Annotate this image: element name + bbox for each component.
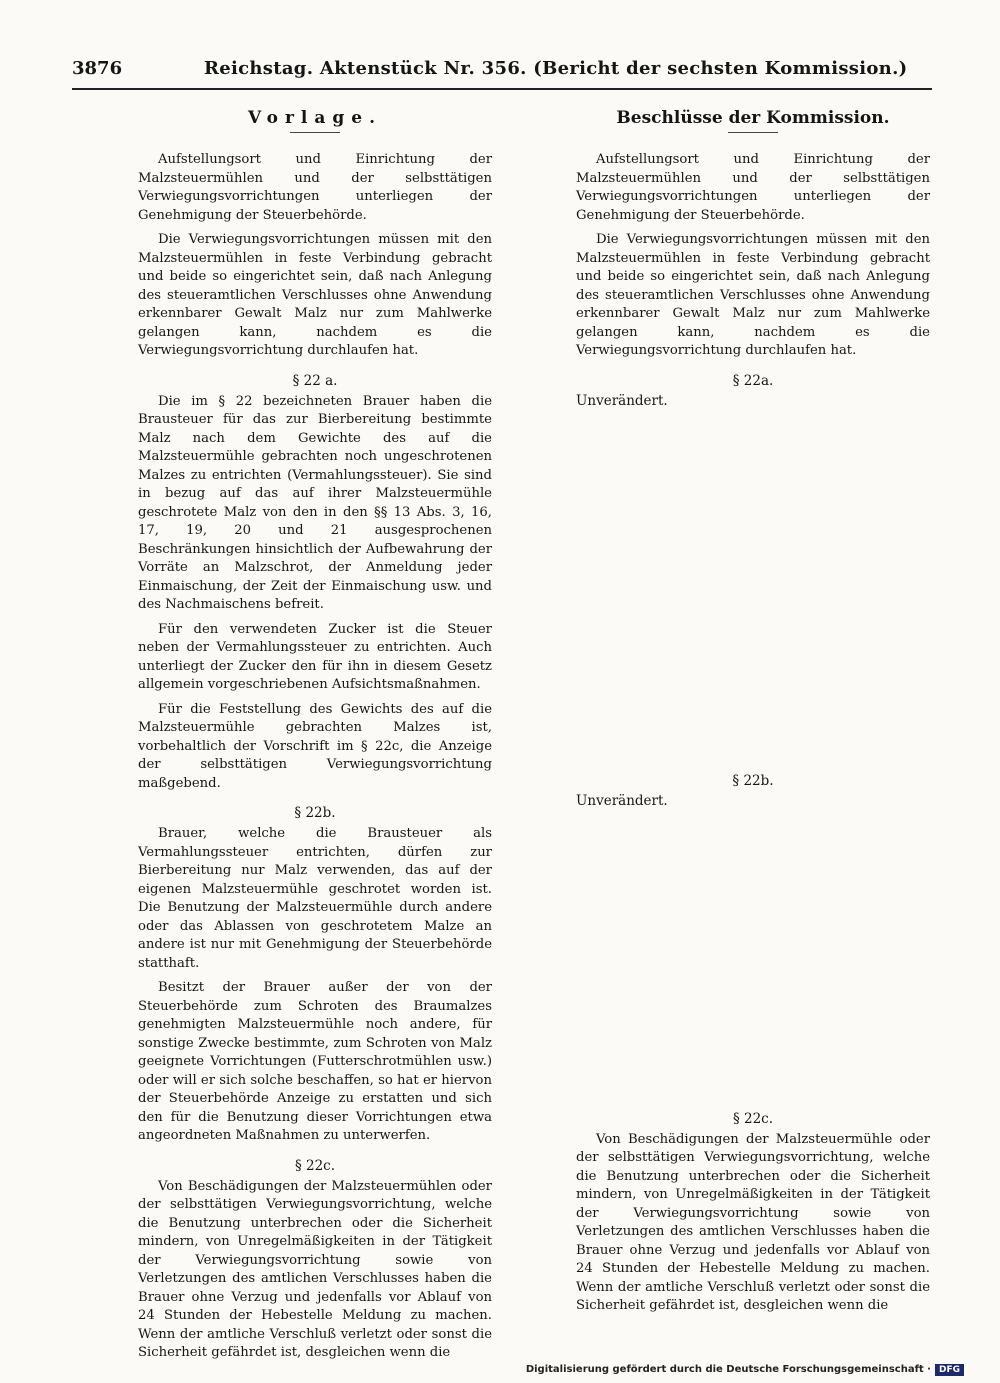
left-22a-paragraph: Die im § 22 bezeichneten Brauer haben die Brausteuer für das zur Bierbereitung bestimmte Malz nach dem Gewichte des auf die Malzsteuermühle gebrachten noch ungeschrotenen Malzes zu entrichten (Vermahlungssteuer). Sie sind in bezug auf das auf ihrer Malzsteuermühle geschrotete Malz von den in den §§ 13 Abs. 3, 16, 17, 19, 20 und 21 ausgesprochenen Beschränkungen hinsichtlich der Aufbewahrung der Vorräte an Malzschrot, der Anmeldung jeder Einmaischung, der Zeit der Einmaischung usw. und des Nachmaischens befreit. xyxy=(138,393,492,612)
right-section-22a-heading: § 22a. xyxy=(732,372,774,389)
dfg-logo: DFG xyxy=(935,1364,964,1376)
left-section-22b-heading: § 22b. xyxy=(294,805,336,821)
right-title-rule xyxy=(728,132,778,133)
digitization-footer xyxy=(526,1364,964,1376)
right-22a-unchanged: Unverändert. xyxy=(576,392,668,409)
left-22a-paragraph: Für den verwendeten Zucker ist die Steuer neben der Vermahlungssteuer zu entrichten. Auch unterliegt der Zucker den für ihn in diesem Gesetz allgemein vorgeschriebenen Aufsichtsmaßnahmen. xyxy=(138,621,492,692)
left-section-22a-heading: § 22 a. xyxy=(292,372,338,389)
page-number: 3876 xyxy=(72,58,123,79)
right-spacer-22a xyxy=(576,409,930,761)
header-rule xyxy=(72,88,932,90)
right-section-22b-heading: § 22b. xyxy=(732,772,774,789)
right-22c-paragraph: Von Beschädigungen der Malzsteuermühle oder der selbsttätigen Verwiegungsvorrichtung, welche die Benutzung unterbrechen oder die Sicherheit mindern, von Unregelmäßigkeiten in der Tätigkeit der Verwiegungsvorrichtung sowie von Verletzungen des amtlichen Verschlusses haben die Brauer ohne Verzug und jedenfalls vor Ablauf von 24 Stunden der Hebestelle Meldung zu machen. Wenn der amtliche Verschluß verletzt oder sonst die Sicherheit gefährdet ist, desgleichen wenn die xyxy=(576,1131,930,1313)
right-column-beschluesse xyxy=(576,108,930,1322)
left-paragraph: Aufstellungsort und Einrichtung der Malzsteuermühlen und der selbsttätigen Verwiegungsvorrichtungen unterliegen der Genehmigung der Steuerbehörde. xyxy=(138,152,492,223)
page-header xyxy=(72,58,932,86)
left-column-vorlage xyxy=(138,108,492,1369)
right-spacer-22b xyxy=(576,809,930,1099)
right-paragraph: Die Verwiegungsvorrichtungen müssen mit den Malzsteuermühlen in feste Verbindung gebracht und beide so eingerichtet sein, daß nach Anlegung des steueramtlichen Verschlusses ohne Anwendung erkennbarer Gewalt Malz nur zum Mahlwerke gelangen kann, nachdem es die Verwiegungsvorrichtung durchlaufen hat. xyxy=(576,232,930,358)
right-section-22c-heading: § 22c. xyxy=(732,1110,774,1127)
left-title-rule xyxy=(290,132,340,133)
left-column-title: Vorlage. xyxy=(247,108,383,128)
left-22b-paragraph: Brauer, welche die Brausteuer als Vermahlungssteuer entrichten, dürfen zur Bierbereitung nur Malz verwenden, das auf der eigenen Malzsteuermühle geschrotet worden ist. Die Benutzung der Malzsteuermühle durch andere oder das Ablassen von geschrotetem Malze an andere ist nur mit Genehmigung der Steuerbehörde statthaft. xyxy=(138,826,492,971)
right-22b-unchanged: Unverändert. xyxy=(576,792,668,809)
left-22b-paragraph: Besitzt der Brauer außer der von der Steuerbehörde zum Schroten des Braumalzes genehmigten Malzsteuermühle noch andere, für sonstige Zwecke bestimmte, zum Schroten von Malz geeignete Vorrichtungen (Futterschrotmühlen usw.) oder will er sich solche beschaffen, so hat er hiervon der Steuerbehörde Anzeige zu erstatten und sich den für die Benutzung dieser Vorrichtungen etwa angeordneten Maßnahmen zu unterwerfen. xyxy=(138,980,492,1143)
right-paragraph: Aufstellungsort und Einrichtung der Malzsteuermühlen und der selbsttätigen Verwiegungsvorrichtungen unterliegen der Genehmigung der Steuerbehörde. xyxy=(576,152,930,223)
footer-text: Digitalisierung gefördert durch die Deutsche Forschungsgemeinschaft · xyxy=(525,1364,931,1375)
right-column-title: Beschlüsse der Kommission. xyxy=(616,108,890,128)
left-paragraph: Die Verwiegungsvorrichtungen müssen mit den Malzsteuermühlen in feste Verbindung gebracht und beide so eingerichtet sein, daß nach Anlegung des steueramtlichen Verschlusses ohne Anwendung erkennbarer Gewalt Malz nur zum Mahlwerke gelangen kann, nachdem es die Verwiegungsvorrichtung durchlaufen hat. xyxy=(138,232,492,358)
left-22a-paragraph: Für die Feststellung des Gewichts des auf die Malzsteuermühle gebrachten Malzes ist, vorbehaltlich der Vorschrift im § 22c, die Anzeige der selbsttätigen Verwiegungsvorrichtung maßgebend. xyxy=(138,701,492,791)
left-section-22c-heading: § 22c. xyxy=(294,1157,336,1174)
running-head: Reichstag. Aktenstück Nr. 356. (Bericht der sechsten Kommission.) xyxy=(204,58,908,79)
left-22c-paragraph: Von Beschädigungen der Malzsteuermühlen oder der selbsttätigen Verwiegungsvorrichtung, welche die Benutzung unterbrechen oder die Sicherheit mindern, von Unregelmäßigkeiten in der Tätigkeit der Verwiegungsvorrichtung sowie von Verletzungen des amtlichen Verschlusses haben die Brauer ohne Verzug und jedenfalls vor Ablauf von 24 Stunden der Hebestelle Meldung zu machen. Wenn der amtliche Verschluß verletzt oder sonst die Sicherheit gefährdet ist, desgleichen wenn die xyxy=(138,1178,492,1360)
